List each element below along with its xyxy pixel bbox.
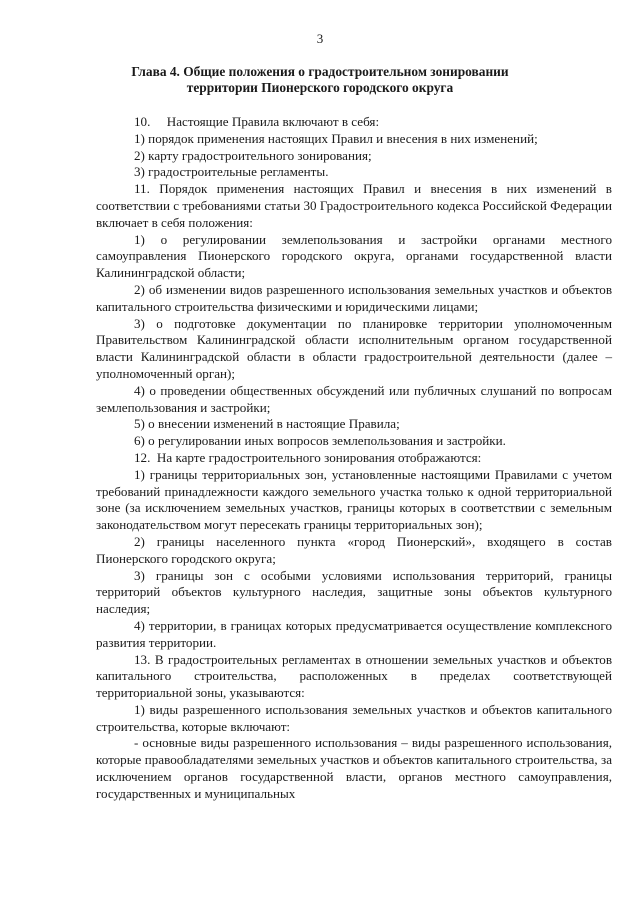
- list-item: 1) границы территориальных зон, установленные настоящими Правилами с учетом требований принадлежности каждого земельного участка только к одной территориальной зоне (за исключением земельных участков, границы которых в соответствии с земельным законодательством могут пересекать границы территориальных зон);: [96, 466, 612, 533]
- paragraph-10: 10. Настоящие Правила включают в себя:: [134, 114, 380, 129]
- paragraph-11: 11. Порядок применения настоящих Правил и внесения в них изменений в соответствии с требованиями статьи 30 Градостроительного кодекса Российской Федерации включает в себя положения:: [96, 181, 612, 230]
- list-item: - основные виды разрешенного использования – виды разрешенного использования, которые правообладателями земельных участков и объектов капитального строительства, за исключением органов государственной власти, органов местного самоуправления, государственных и муниципальных: [96, 735, 612, 801]
- list-item: 2) об изменении видов разрешенного использования земельных участков и объектов капитального строительства физическими и юридическими лицами;: [96, 281, 612, 314]
- chapter-title: Глава 4. Общие положения о градостроительном зонировании территории Пионерского городского округа: [131, 64, 509, 95]
- list-item: 2) карту градостроительного зонирования;: [134, 147, 372, 163]
- list-item: 6) о регулировании иных вопросов землепользования и застройки.: [134, 433, 506, 449]
- paragraph-13: 13. В градостроительных регламентах в отношении земельных участков и объектов капитального строительства, расположенных в пределах соответствующей территориальной зоны, указываются:: [96, 651, 612, 701]
- paragraph-12: 12. На карте градостроительного зонирования отображаются:: [134, 449, 482, 465]
- list-item: 1) о регулировании землепользования и застройки органами местного самоуправления Пионерского городского округа, органами государственной власти Калининградской области;: [96, 231, 612, 281]
- list-item: 1) порядок применения настоящих Правил и внесения в них изменений;: [134, 130, 538, 146]
- list-item: 3) границы зон с особыми условиями использования территорий, границы территорий объектов культурного наследия, защитные зоны объектов культурного наследия;: [96, 567, 612, 617]
- list-item: 4) территории, в границах которых предусматривается осуществление комплексного развития территории.: [96, 617, 612, 650]
- list-item: 2) границы населенного пункта «город Пионерский», входящего в состав Пионерского городского округа;: [96, 533, 612, 566]
- list-item: 1) виды разрешенного использования земельных участков и объектов капитального строительства, которые включают:: [96, 701, 612, 734]
- document-body: [96, 114, 612, 803]
- list-item: 3) о подготовке документации по планировке территории уполномоченным Правительством Калининградской области исполнительным органом государственной власти Калининградской области в области градостроительной деятельности (далее – уполномоченный орган);: [96, 315, 612, 381]
- list-item: 3) градостроительные регламенты.: [134, 164, 329, 180]
- list-item: 5) о внесении изменений в настоящие Правила;: [134, 416, 400, 432]
- page-number: 3: [316, 31, 324, 46]
- list-item: 4) о проведении общественных обсуждений или публичных слушаний по вопросам землепользования и застройки;: [96, 382, 612, 415]
